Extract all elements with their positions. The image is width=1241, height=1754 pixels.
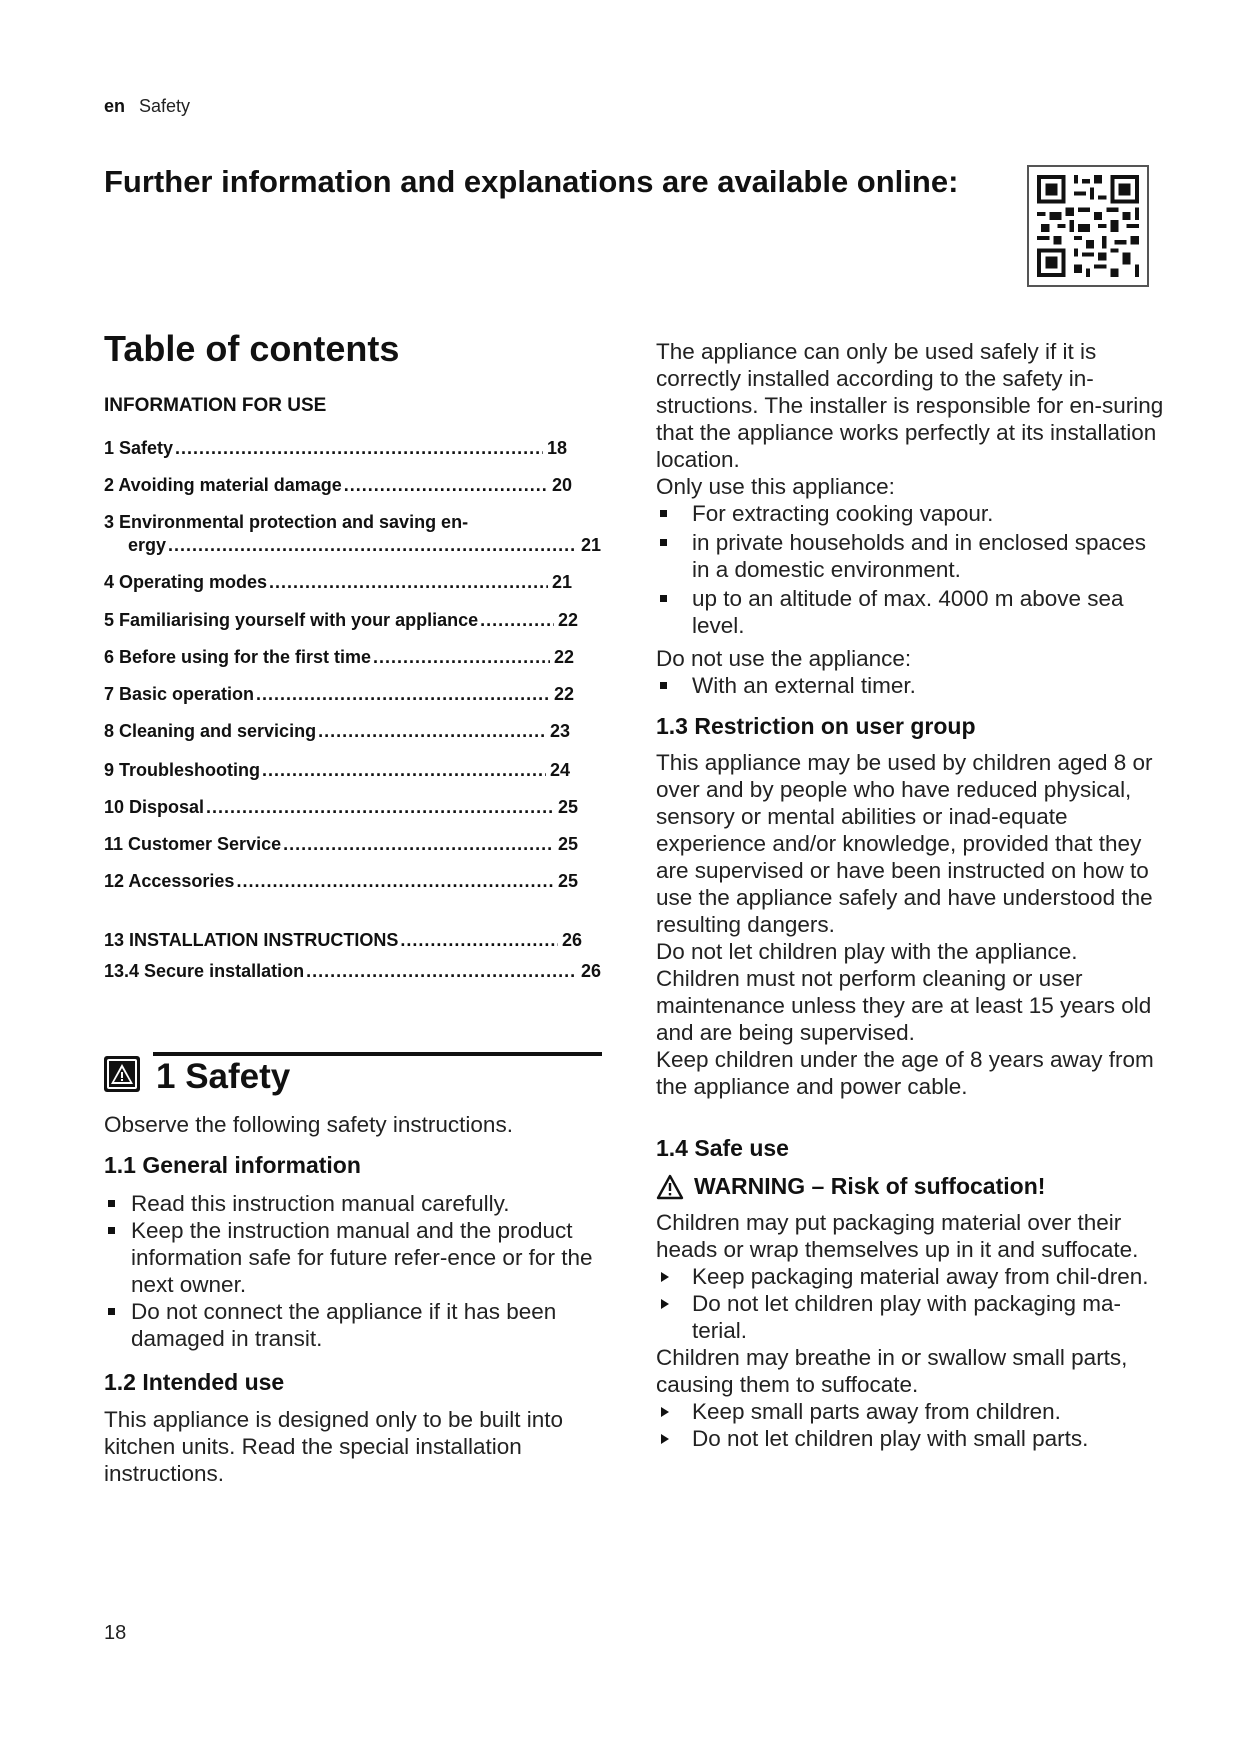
toc-entry[interactable]: 7 Basic operation ..... 22 — [104, 684, 574, 705]
toc-entry[interactable]: 1 Safety ..... 18 — [104, 438, 567, 459]
toc-entry[interactable]: 6 Before using for the first time ..... 22 — [104, 647, 574, 668]
general-info-list — [104, 1190, 604, 1352]
only-use-label: Only use this appliance: — [656, 474, 895, 499]
toc-entry[interactable]: 10 Disposal ..... 25 — [104, 797, 578, 818]
intended-use-heading: 1.2 Intended use — [104, 1369, 285, 1395]
safe-use-list-2 — [656, 1398, 1166, 1452]
restriction-heading: 1.3 Restriction on user group — [656, 713, 976, 739]
list-item: Do not let children play with small parts. — [656, 1425, 1166, 1452]
toc-entry[interactable]: 13 INSTALLATION INSTRUCTIONS ..... 26 — [104, 930, 582, 951]
list-item: in private households and in enclosed spaces in a domestic environment. — [656, 529, 1166, 583]
paragraph: Children may breathe in or swallow small parts, causing them to suffocate. — [656, 1345, 1128, 1397]
list-item: For extracting cooking vapour. — [656, 500, 1166, 527]
paragraph: Do not let children play with the appliance. — [656, 939, 1078, 964]
page-number: 18 — [104, 1622, 127, 1644]
paragraph: Children may put packaging material over their heads or wrap themselves up in it and suffocate. — [656, 1210, 1139, 1262]
safe-use-heading: 1.4 Safe use — [656, 1135, 789, 1161]
warning-heading — [656, 1173, 1166, 1200]
online-info-title: Further information and explanations are available online: — [104, 164, 959, 199]
toc-subtitle: INFORMATION FOR USE — [104, 395, 327, 416]
toc-entry[interactable]: 11 Customer Service ..... 25 — [104, 834, 578, 855]
safety-intro: Observe the following safety instructions. — [104, 1112, 513, 1137]
list-item: up to an altitude of max. 4000 m above sea level. — [656, 585, 1166, 639]
toc-entry[interactable]: 4 Operating modes ..... 21 — [104, 572, 572, 593]
toc-title: Table of contents — [104, 328, 400, 369]
section-rule — [153, 1052, 602, 1056]
warning-icon — [656, 1174, 684, 1200]
list-item: Keep small parts away from children. — [656, 1398, 1166, 1425]
header-section: Safety — [139, 96, 191, 116]
list-item: Read this instruction manual carefully. — [104, 1190, 604, 1217]
do-not-use-list — [656, 672, 1166, 699]
list-item: Do not connect the appliance if it has been damaged in transit. — [104, 1298, 604, 1352]
paragraph: This appliance may be used by children aged 8 or over and by people who have reduced physical, sensory or mental abilities or inad-equate experience and/or knowledge, provided that they are supervised or have been instructed on how to use the appliance safely and have understood the resulting dangers. — [656, 750, 1153, 937]
toc-entry[interactable]: 12 Accessories ..... 25 — [104, 871, 578, 892]
qr-code-icon[interactable] — [1027, 165, 1149, 287]
toc-entry[interactable]: 5 Familiarising yourself with your appliance ..... 22 — [104, 610, 578, 631]
paragraph: Keep children under the age of 8 years away from the appliance and power cable. — [656, 1047, 1154, 1099]
intended-use-text: This appliance is designed only to be built into kitchen units. Read the special installation instructions. — [104, 1407, 564, 1486]
toc-entry[interactable]: 13.4 Secure installation ..... 26 — [104, 961, 601, 982]
do-not-use-label: Do not use the appliance: — [656, 646, 912, 671]
paragraph: Children must not perform cleaning or user maintenance unless they are at least 15 years old and are being supervised. — [656, 966, 1152, 1045]
language-code: en — [104, 96, 126, 116]
safety-heading: 1 Safety — [156, 1057, 291, 1096]
general-info-heading: 1.1 General information — [104, 1152, 361, 1178]
safe-use-list-1 — [656, 1263, 1166, 1344]
list-item: Do not let children play with packaging ma-terial. — [656, 1290, 1166, 1344]
toc-entry[interactable]: 2 Avoiding material damage ..... 20 — [104, 475, 572, 496]
installation-text: The appliance can only be used safely if it is correctly installed according to the safety in-structions. The installer is responsible for en-suring that the appliance works perfectly at its installation location. — [656, 339, 1164, 472]
warning-triangle-icon — [104, 1056, 140, 1092]
toc-entry[interactable]: 9 Troubleshooting ..... 24 — [104, 760, 570, 781]
toc-entry[interactable]: ergy ..... 21 — [128, 535, 601, 556]
restriction-text — [656, 749, 1166, 1100]
toc-entry-line1[interactable]: 3 Environmental protection and saving en- — [104, 512, 469, 532]
only-use-list — [656, 500, 1166, 639]
safe-use-text — [656, 1209, 1166, 1452]
toc-entry[interactable]: 8 Cleaning and servicing ..... 23 — [104, 721, 570, 742]
list-item: Keep packaging material away from chil-dren. — [656, 1263, 1166, 1290]
list-item: Keep the instruction manual and the product information safe for future refer-ence or for the next owner. — [104, 1217, 604, 1298]
warning-text: WARNING – Risk of suffocation! — [694, 1173, 1046, 1199]
list-item: With an external timer. — [656, 672, 1166, 699]
running-header — [104, 96, 190, 117]
